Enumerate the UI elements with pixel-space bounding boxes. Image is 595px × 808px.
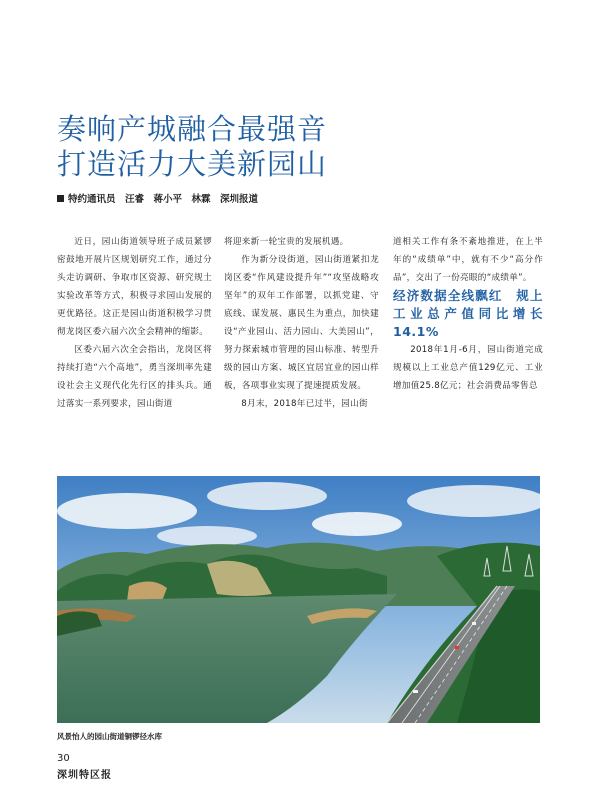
title-line-2: 打造活力大美新园山 [57, 147, 328, 181]
paragraph: 近日，园山街道领导班子成员紧锣密鼓地开展片区规划研究工作，通过分头走访调研、争取市区资源、研究规土实验改革等方式，积极寻求园山发展的更优路径。这正是园山街道积极学习贯彻龙岗区委六届六次全会精神的缩影。 [57, 237, 212, 337]
text-column-1 [57, 233, 212, 413]
paragraph: 8月末，2018年已过半，园山街 [241, 399, 368, 409]
text-column-2 [224, 233, 379, 413]
paragraph: 区委六届六次全会指出，龙岗区将持续打造“六个高地”，勇当深圳率先建设社会主义现代化先行区的排头兵。通过落实一系列要求，园山街道 [57, 345, 212, 409]
paragraph: 将迎来新一轮宝贵的发展机遇。 [224, 237, 349, 247]
paragraph: 道相关工作有条不紊地推进，在上半年的“成绩单”中，就有不少“高分作品”，交出了一份亮眼的“成绩单”。 [393, 237, 543, 283]
byline-text: 特约通讯员 汪睿 蒋小平 林霖 深圳报道 [68, 194, 259, 205]
photo-caption: 风景怡人的园山街道铜锣径水库 [57, 732, 162, 741]
landscape-image [57, 476, 540, 723]
square-bullet-icon [57, 195, 64, 202]
section-subheading: 经济数据全线飘红 规上工业总产值同比增长14.1% [393, 288, 543, 339]
publication-name: 深圳特区报 [57, 770, 112, 781]
title-line-1: 奏响产城融合最强音 [57, 112, 328, 146]
paragraph: 作为新分设街道，园山街道紧扣龙岗区委“作风建设提升年”“攻坚战略攻坚年”的双年工作部署，以抓党建、守底线、谋发展、惠民生为重点，加快建设“产业园山、活力园山、大美园山”，努力探索城市管理的园山标准、转型升级的园山方案、城区宜居宜业的园山样板，各项事业实现了提速提质发展。 [224, 255, 379, 391]
article-title [57, 112, 477, 182]
byline [57, 191, 258, 205]
page-number: 30 [57, 753, 70, 764]
reservoir-photo [57, 476, 540, 723]
text-column-3 [393, 233, 543, 395]
paragraph: 2018年1月-6月，园山街道完成规模以上工业总产值129亿元、工业增加值25.8亿元；社会消费品零售总 [393, 345, 543, 391]
